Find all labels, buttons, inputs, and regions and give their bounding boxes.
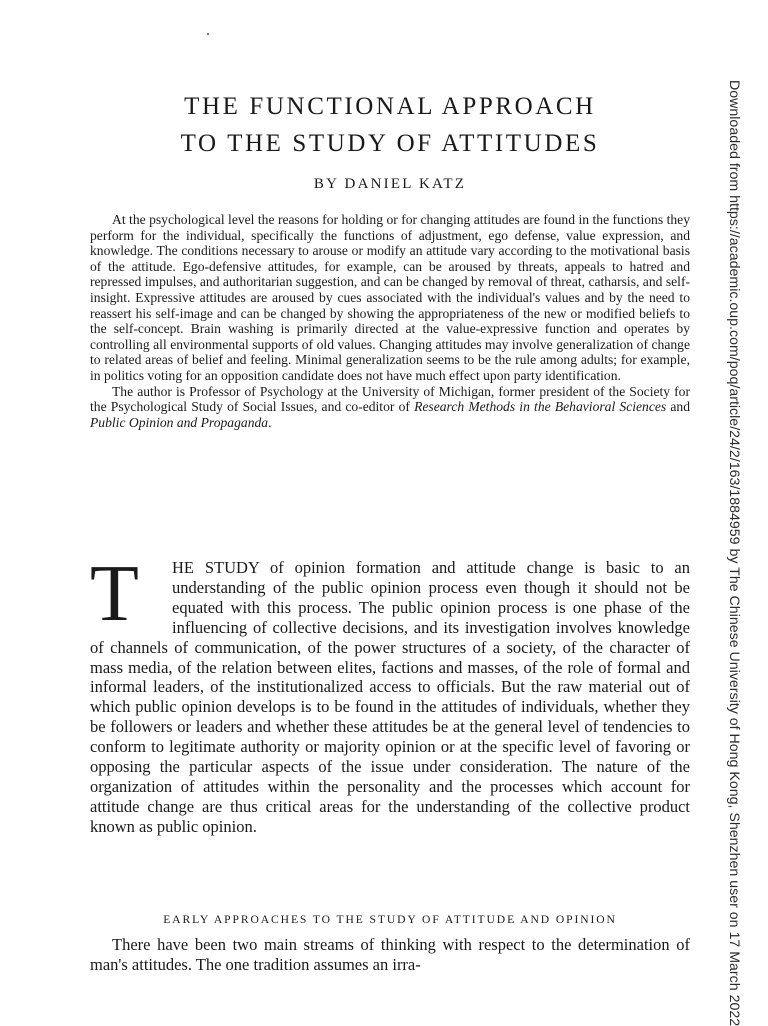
scan-speck bbox=[207, 33, 209, 35]
body-paragraph-2: There have been two main streams of thinking with respect to the determination of man's attitudes. The one tradition assumes an irra- bbox=[90, 935, 690, 974]
author-note-text: The author is Professor of Psychology at the University of Michigan, former president of the Society for the Psychological Study of Social Issues, and co-editor of bbox=[90, 383, 690, 415]
article-title-line-2: TO THE STUDY OF ATTITUDES bbox=[180, 130, 600, 157]
drop-cap: T bbox=[90, 550, 139, 638]
download-watermark: Downloaded from https://academic.oup.com/poq/article/24/2/163/1884959 by The Chinese University of Hong Kong, Shenzhen user on 17 March 2022 bbox=[726, 80, 742, 1026]
abstract-block bbox=[90, 212, 690, 430]
body-section-intro bbox=[90, 550, 690, 837]
author-byline: BY DANIEL KATZ bbox=[313, 176, 467, 192]
book-title-public-opinion: Public Opinion and Propaganda bbox=[90, 414, 269, 430]
article-title-line-1: THE FUNCTIONAL APPROACH bbox=[184, 93, 596, 120]
body-paragraph-1 bbox=[90, 550, 690, 837]
author-note bbox=[90, 384, 690, 431]
author-note-end: . bbox=[268, 414, 272, 430]
abstract-paragraph: At the psychological level the reasons for holding or for changing attitudes are found in the functions they perform for the individual, specifically the functions of adjustment, ego defense, value expression, and knowledge. The conditions necessary to arouse or modify an attitude vary according to the motivational basis of the attitude. Ego-defensive attitudes, for example, can be aroused by threats, appeals to hatred and repressed impulses, and authoritarian suggestion, and can be changed by removal of threat, catharsis, and self-insight. Expressive attitudes are aroused by cues associated with the individual's values and by the need to reassert his self-image and can be changed by showing the appropriateness of the new or modified beliefs to the self-concept. Brain washing is primarily directed at the value-expressive function and operates by controlling all environmental supports of old values. Changing attitudes may involve generalization of change to related areas of belief and feeling. Minimal generalization seems to be the rule among adults; for example, in politics voting for an opposition candidate does not have much effect upon party identification. bbox=[90, 212, 690, 383]
body-paragraph-1-text: HE STUDY of opinion formation and attitude change is basic to an understanding of the public opinion process even though it should not be equated with this process. The public opinion process is one phase of the influencing of collective decisions, and its investigation involves knowledge of channels of communication, of the power structures of a society, of the character of mass media, of the relation between elites, factions and masses, of the role of formal and informal leaders, of the institutionalized access to officials. But the raw material out of which public opinion develops is to be found in the attitudes of individuals, whether they be followers or leaders and whether these attitudes be at the general level of tendencies to conform to legitimate authority or majority opinion or at the specific level of favoring or opposing the particular aspects of the issue under consideration. The nature of the organization of attitudes within the personality and the processes which account for attitude change are thus critical areas for the understanding of the collective product known as public opinion. bbox=[90, 558, 690, 836]
section-heading: EARLY APPROACHES TO THE STUDY OF ATTITUDE AND OPINION bbox=[163, 913, 617, 926]
author-note-and: and bbox=[666, 399, 690, 415]
body-section-early-approaches bbox=[90, 935, 690, 975]
book-title-research-methods: Research Methods in the Behavioral Sciences bbox=[414, 399, 667, 415]
